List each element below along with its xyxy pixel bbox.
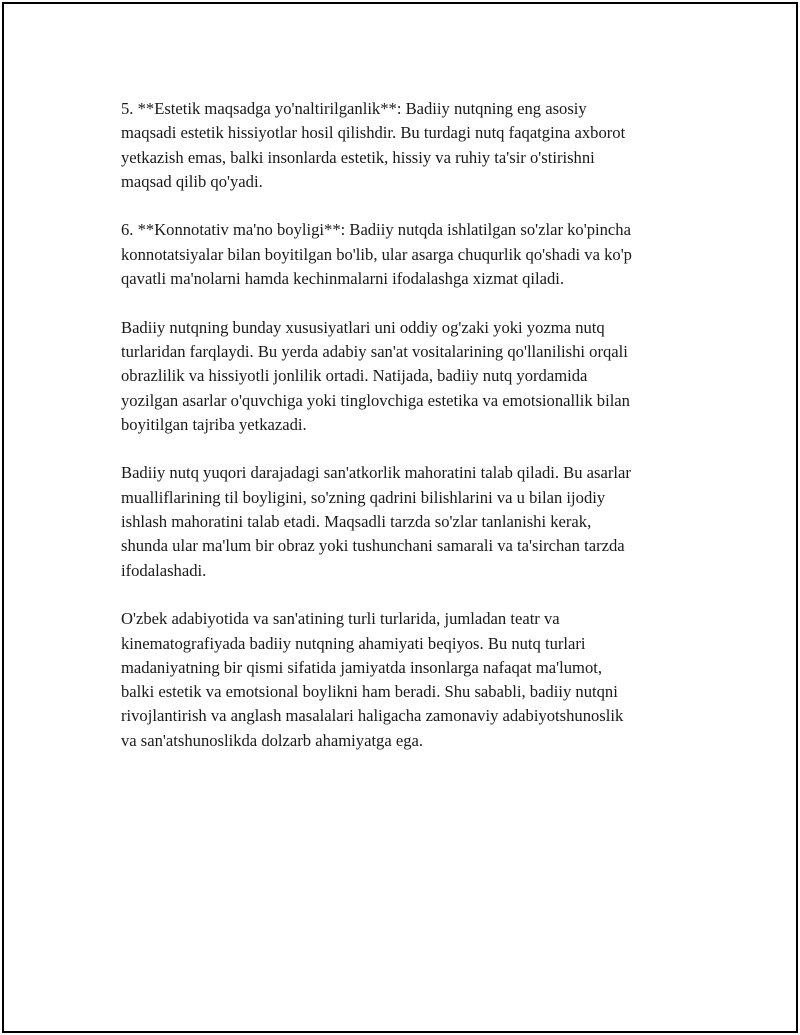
paragraph-xususiyatlar — [121, 316, 701, 437]
text-line: O'zbek adabiyotida va san'atining turli turlarida, jumladan teatr va — [121, 609, 560, 629]
text-line: yozilgan asarlar o'quvchiga yoki tinglovchiga estetika va emotsionallik bilan — [121, 390, 630, 410]
text-line: Badiiy nutq yuqori darajadagi san'atkorlik mahoratini talab qiladi. Bu asarlar — [121, 463, 631, 483]
text-line: balki estetik va emotsional boylikni ham beradi. Shu sababli, badiiy nutqni — [121, 682, 618, 702]
text-line: konnotatsiyalar bilan boyitilgan bo'lib, ular asarga chuqurlik qo'shadi va ko'p — [121, 244, 632, 264]
text-line: maqsadi estetik hissiyotlar hosil qilishdir. Bu turdagi nutq faqatgina axborot — [121, 123, 626, 143]
paragraph-mahorat — [121, 461, 701, 582]
text-line: rivojlantirish va anglash masalalari haligacha zamonaviy adabiyotshunoslik — [121, 706, 624, 726]
text-line: maqsad qilib qo'yadi. — [121, 171, 263, 191]
document-body — [121, 97, 701, 777]
paragraph-estetik-maqsad — [121, 97, 701, 194]
text-line: kinematografiyada badiiy nutqning ahamiyati beqiyos. Bu nutq turlari — [121, 633, 586, 653]
text-line: va san'atshunoslikda dolzarb ahamiyatga ega. — [121, 730, 424, 750]
text-line: yetkazish emas, balki insonlarda estetik, hissiy va ruhiy ta'sir o'stirishni — [121, 147, 595, 167]
text-line: madaniyatning bir qismi sifatida jamiyatda insonlarga nafaqat ma'lumot, — [121, 657, 603, 677]
text-line: 6. **Konnotativ ma'no boyligi**: Badiiy nutqda ishlatilgan so'zlar ko'pincha — [121, 220, 631, 240]
paragraph-ozbek-adabiyoti — [121, 607, 701, 753]
text-line: Badiiy nutqning bunday xususiyatlari uni oddiy og'zaki yoki yozma nutq — [121, 317, 605, 337]
text-line: turlaridan farqlaydi. Bu yerda adabiy san'at vositalarining qo'llanilishi orqali — [121, 341, 628, 361]
text-line: mualliflarining til boyligini, so'zning qadrini bilishlarini va u bilan ijodiy — [121, 487, 606, 507]
paragraph-konnotativ — [121, 218, 701, 291]
text-line: boyitilgan tajriba yetkazadi. — [121, 414, 307, 434]
text-line: ishlash mahoratini talab etadi. Maqsadli tarzda so'zlar tanlanishi kerak, — [121, 512, 592, 532]
text-line: qavatli ma'nolarni hamda kechinmalarni ifodalashga xizmat qiladi. — [121, 269, 565, 289]
text-line: shunda ular ma'lum bir obraz yoki tushunchani samarali va ta'sirchan tarzda — [121, 536, 625, 556]
text-line: obrazlilik va hissiyotli jonlilik ortadi. Natijada, badiiy nutq yordamida — [121, 366, 588, 386]
text-line: ifodalashadi. — [121, 560, 207, 580]
text-line: 5. **Estetik maqsadga yo'naltirilganlik**: Badiiy nutqning eng asosiy — [121, 99, 587, 118]
page-frame — [2, 2, 798, 1033]
